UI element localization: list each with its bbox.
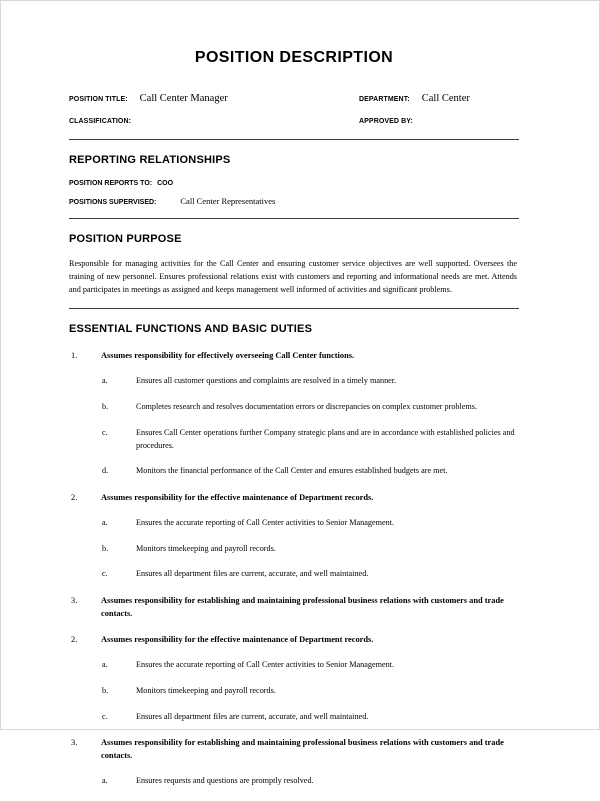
duty-sub-item-marker: b. [102, 543, 109, 553]
duty-sub-item [69, 375, 522, 388]
duty-sub-item-text: Ensures all customer questions and complaints are resolved in a timely manner. [136, 376, 397, 386]
duty-sub-item [69, 465, 522, 478]
position-title-label: POSITION TITLE: [69, 95, 128, 103]
header-field-row [69, 93, 519, 104]
page-title: POSITION DESCRIPTION [194, 49, 394, 66]
header-field-row [69, 118, 519, 125]
duty-sub-item-text: Ensures the accurate reporting of Call Center activities to Senior Management. [136, 517, 395, 527]
duty-sub-item [69, 427, 522, 452]
duty-item-marker: 3. [71, 738, 78, 748]
duty-item-marker: 2. [71, 635, 78, 645]
reports-to-value: COO [157, 179, 174, 187]
positions-supervised-value: Call Center Representatives [180, 195, 276, 206]
reports-to-label: POSITION REPORTS TO: [69, 179, 153, 187]
duty-sub-item-marker: a. [102, 517, 108, 527]
duty-item [69, 633, 519, 646]
duty-sub-item-marker: a. [102, 376, 108, 386]
duty-sub-item-text: Ensures all department files are current, accurate, and well maintained. [136, 569, 369, 579]
section-heading-duties: ESSENTIAL FUNCTIONS AND BASIC DUTIES [69, 323, 313, 336]
duty-sub-item-text: Monitors timekeeping and payroll records. [136, 543, 276, 553]
duty-sub-item-marker: b. [102, 402, 109, 412]
duty-sub-item-text: Ensures requests and questions are promptly resolved. [136, 776, 314, 786]
duty-sub-item [69, 568, 522, 581]
duty-item-marker: 1. [71, 351, 78, 361]
duty-item-text: Assumes responsibility for the effective maintenance of Department records. [101, 635, 374, 645]
department-field [359, 93, 519, 104]
duty-sub-item [69, 401, 522, 414]
section-divider [69, 139, 519, 140]
duty-sub-item-text: Monitors the financial performance of the Call Center and ensures established budgets are met. [136, 466, 448, 476]
duty-item-marker: 2. [71, 492, 78, 502]
position-title-value: Call Center Manager [139, 92, 228, 104]
section-heading-purpose: POSITION PURPOSE [69, 232, 182, 245]
positions-supervised-row [69, 196, 519, 206]
duty-item-text: Assumes responsibility for the effective maintenance of Department records. [101, 492, 374, 502]
duty-sub-item-marker: d. [102, 466, 109, 476]
reporting-fields [69, 180, 519, 206]
duty-sub-item [69, 659, 522, 672]
duty-item-marker: 3. [71, 596, 78, 606]
duty-item-text: Assumes responsibility for establishing and maintaining professional business relations with customers and trade contacts. [101, 596, 504, 619]
approved-by-field [359, 118, 519, 125]
position-purpose-text: Responsible for managing activities for the Call Center and ensuring customer service objectives are well supported. Oversees the training of new personnel. Ensures professional relations exist with customers and reporting and informational needs are met. Attends and participates in meetings as assigned and keeps management well informed of activities and significant problems. [69, 258, 517, 295]
header-fields [69, 93, 519, 125]
section-divider [69, 308, 519, 309]
duties-list [69, 349, 519, 788]
duty-sub-item-text: Ensures the accurate reporting of Call Center activities to Senior Management. [136, 660, 395, 670]
duty-sub-item-marker: b. [102, 685, 109, 695]
duty-sub-item-marker: c. [102, 711, 108, 721]
approved-by-label: APPROVED BY: [359, 117, 413, 125]
duty-sub-item-text: Ensures Call Center operations further Company strategic plans and are in accordance with established policies and procedures. [136, 427, 515, 450]
department-value: Call Center [421, 92, 470, 104]
positions-supervised-label: POSITIONS SUPERVISED: [69, 198, 157, 206]
duty-sub-item [69, 711, 522, 724]
duty-item [69, 736, 519, 762]
section-heading-reporting: REPORTING RELATIONSHIPS [69, 153, 231, 166]
department-label: DEPARTMENT: [359, 95, 410, 103]
duty-sub-item-marker: a. [102, 776, 108, 786]
duty-sub-item-text: Monitors timekeeping and payroll records. [136, 685, 276, 695]
duty-sub-item [69, 517, 522, 530]
position-title-field [69, 93, 359, 104]
duty-item-text: Assumes responsibility for effectively overseeing Call Center functions. [101, 351, 355, 361]
document-body [69, 1, 519, 801]
classification-field [69, 118, 359, 125]
duty-item [69, 491, 519, 504]
reports-to-row [69, 180, 519, 187]
duty-sub-item [69, 775, 522, 788]
duty-item-text: Assumes responsibility for establishing and maintaining professional business relations with customers and trade contacts. [101, 738, 504, 761]
duty-sub-item-marker: c. [102, 569, 108, 579]
classification-label: CLASSIFICATION: [69, 117, 132, 125]
section-divider [69, 218, 519, 219]
duty-sub-item [69, 685, 522, 698]
duty-sub-item-text: Completes research and resolves documentation errors or discrepancies on complex customer problems. [136, 402, 478, 412]
duty-item [69, 349, 519, 362]
duty-sub-item-marker: c. [102, 427, 108, 437]
duty-sub-item-marker: a. [102, 660, 108, 670]
duty-item [69, 594, 519, 620]
duty-sub-item [69, 543, 522, 556]
duty-sub-item-text: Ensures all department files are current, accurate, and well maintained. [136, 711, 369, 721]
